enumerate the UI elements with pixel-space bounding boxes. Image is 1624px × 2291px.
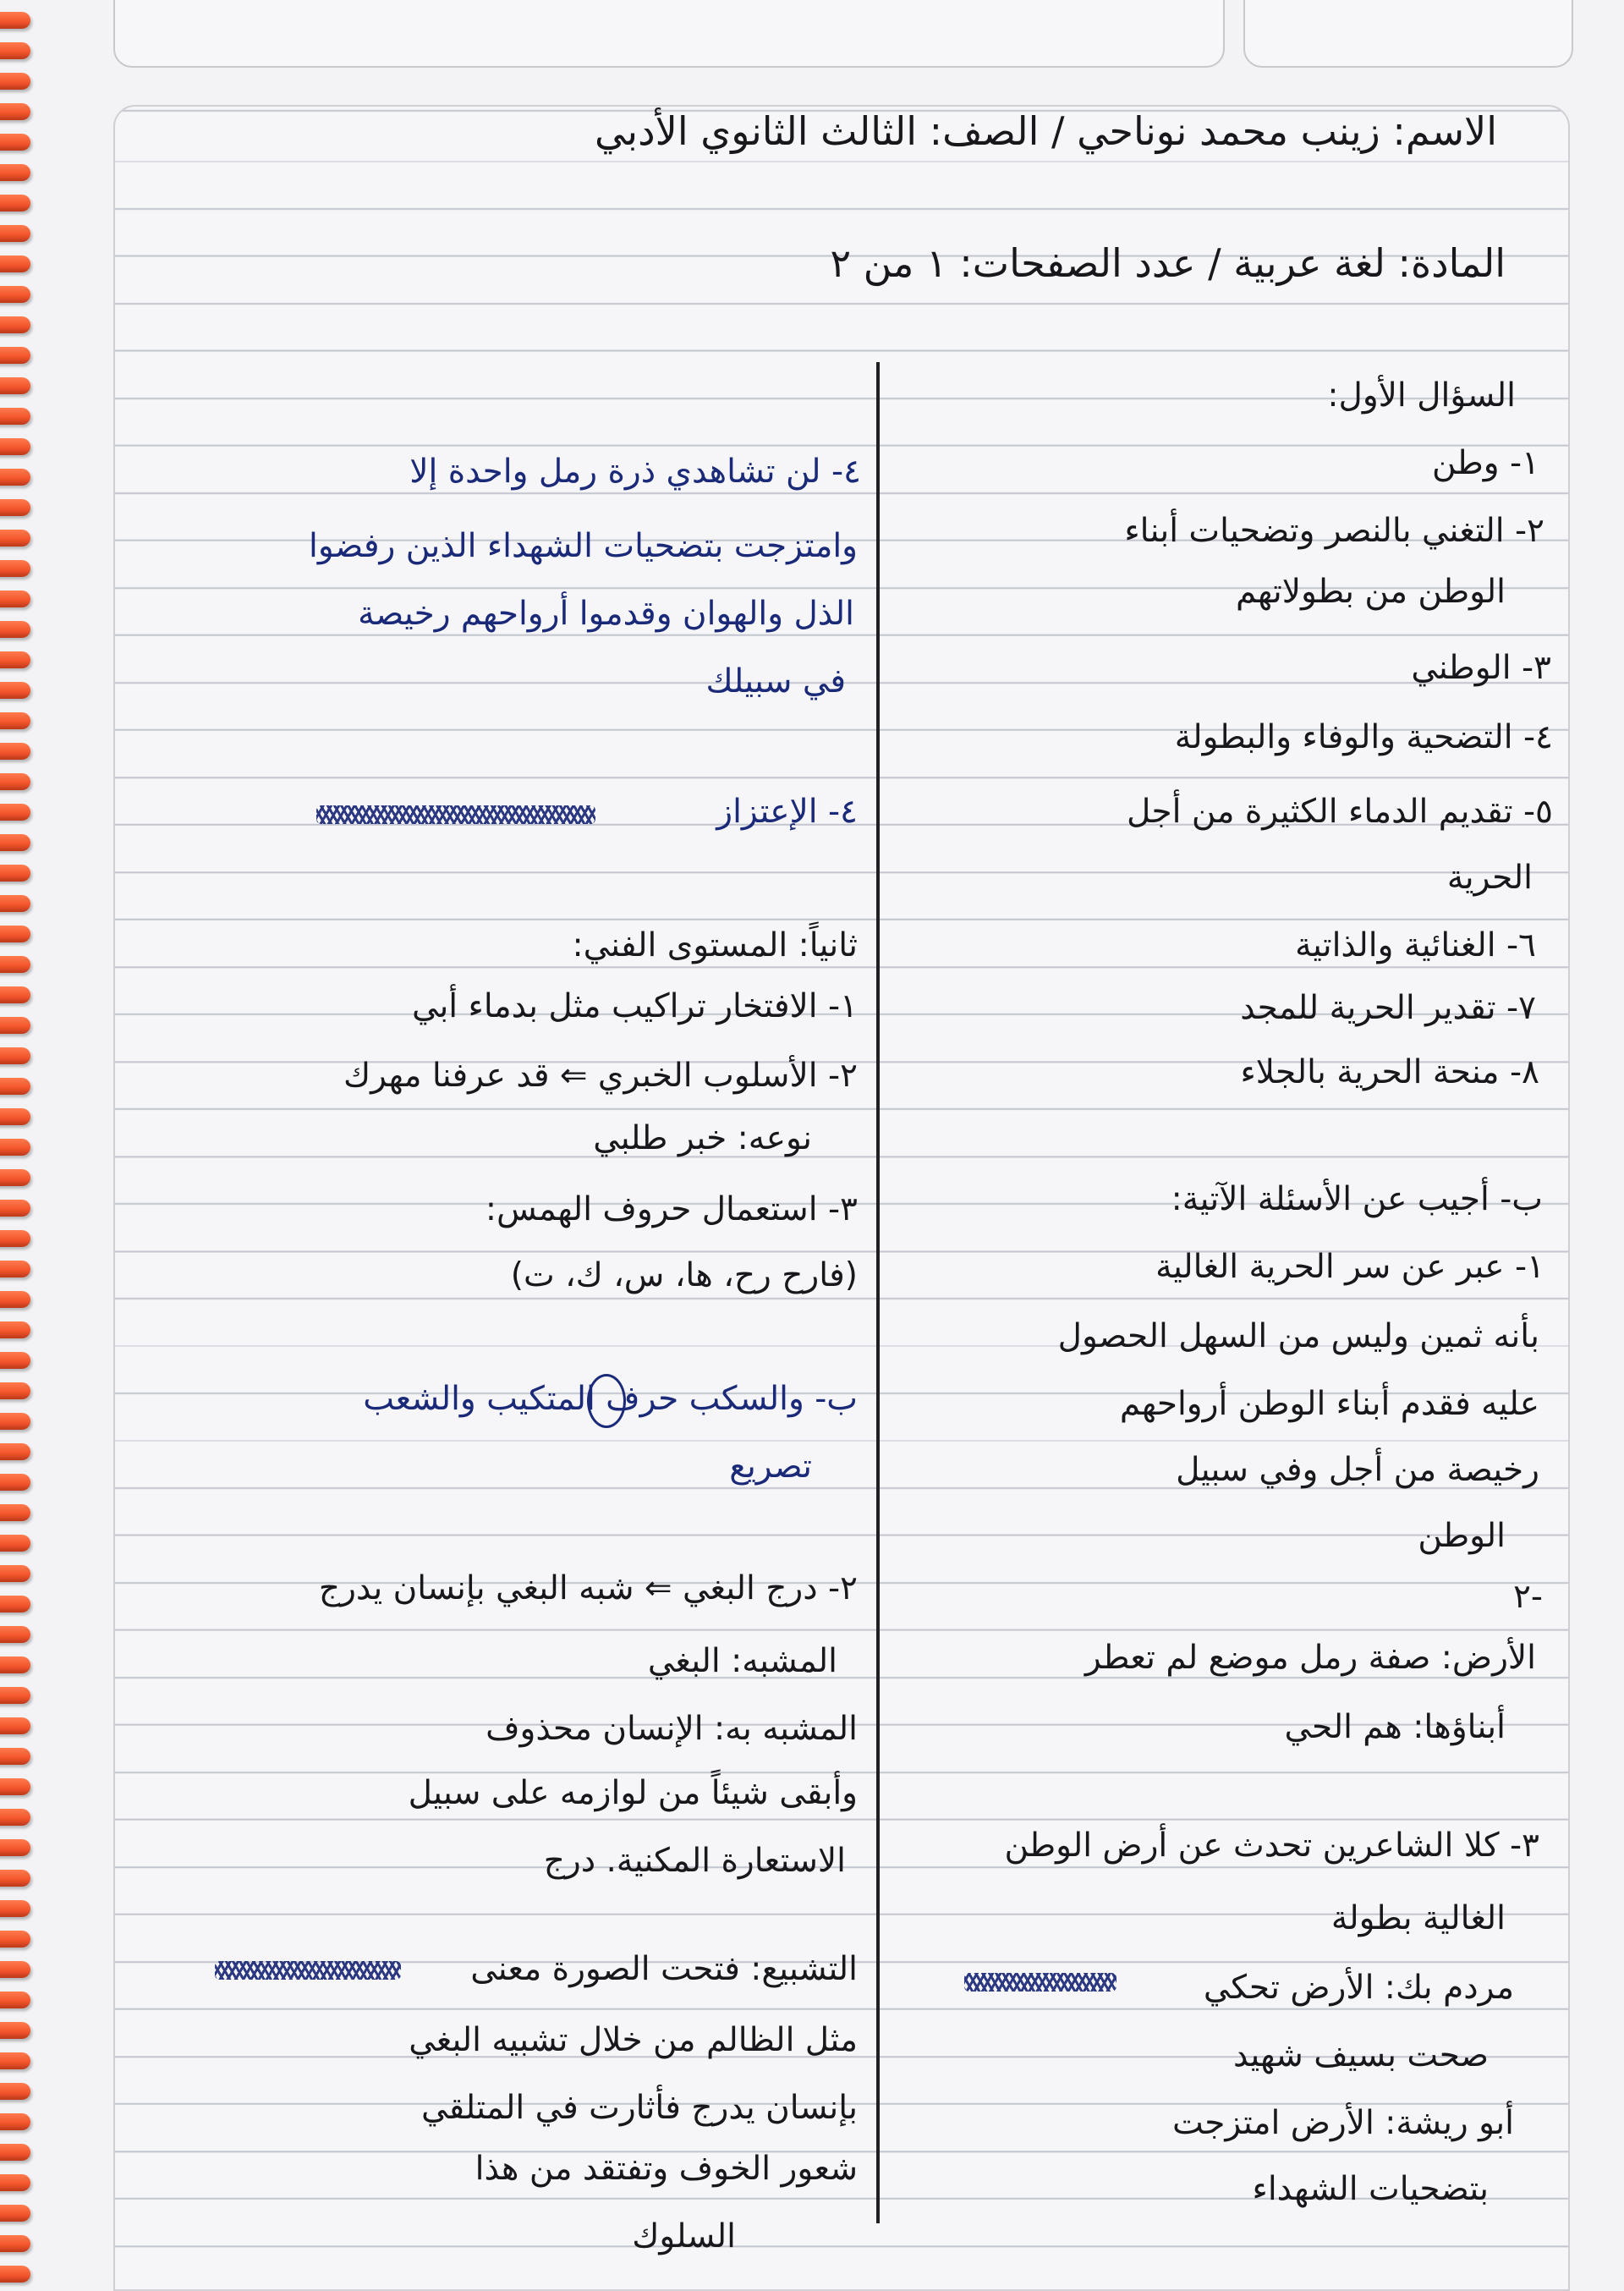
spiral-ring bbox=[0, 865, 30, 882]
answer-line: بأنه ثمين وليس من السهل الحصول bbox=[1057, 1317, 1539, 1355]
spiral-ring bbox=[0, 499, 30, 516]
crossed-out-scribble bbox=[316, 805, 595, 824]
spiral-ring bbox=[0, 1565, 30, 1582]
answer-line: ٢- التغني بالنصر وتضحيات أبناء bbox=[1124, 512, 1544, 550]
spiral-ring bbox=[0, 1230, 30, 1247]
spiral-ring bbox=[0, 42, 30, 59]
answer-line: الحرية bbox=[1446, 859, 1533, 897]
answer-line: الذل والهوان وقدموا أرواحهم رخيصة bbox=[358, 595, 854, 633]
answer-line: ٥- تقديم الدماء الكثيرة من أجل bbox=[1127, 793, 1553, 831]
spiral-ring bbox=[0, 377, 30, 394]
spiral-ring bbox=[0, 1870, 30, 1887]
spiral-ring bbox=[0, 1809, 30, 1826]
answer-line: ٣- كلا الشاعرين تحدث عن أرض الوطن bbox=[1004, 1827, 1539, 1865]
answer-line: ٣- استعمال حروف الهمس: bbox=[485, 1190, 858, 1228]
spiral-ring bbox=[0, 347, 30, 364]
spiral-ring bbox=[0, 1931, 30, 1948]
answer-line: ٣- الوطني bbox=[1411, 649, 1551, 687]
answer-line: مردم بك: الأرض تحكي bbox=[1203, 1969, 1514, 2007]
spiral-binding bbox=[0, 0, 44, 2291]
answer-line: المشبه: البغي bbox=[647, 1642, 837, 1680]
spiral-ring bbox=[0, 2174, 30, 2191]
spiral-ring bbox=[0, 1992, 30, 2008]
answer-line: ٢- bbox=[1512, 1578, 1543, 1616]
answer-line: ١- الافتخار تراكيب مثل بدماء أبي bbox=[411, 987, 858, 1025]
answer-line: التشبيع: فتحت الصورة معنى bbox=[470, 1950, 858, 1988]
spiral-ring bbox=[0, 1108, 30, 1125]
spiral-ring bbox=[0, 408, 30, 425]
section-two-heading: ثانياً: المستوى الفني: bbox=[572, 926, 858, 964]
spiral-ring bbox=[0, 530, 30, 547]
spiral-ring bbox=[0, 1078, 30, 1095]
answer-line: الوطن bbox=[1418, 1517, 1506, 1555]
spiral-ring bbox=[0, 1382, 30, 1399]
spiral-ring bbox=[0, 1200, 30, 1217]
spiral-ring bbox=[0, 1748, 30, 1765]
answer-line: بإنسان يدرج فأثارت في المتلقي bbox=[421, 2089, 858, 2127]
answer-line: ٦- الغنائية والذاتية bbox=[1295, 926, 1536, 964]
circled-letter bbox=[587, 1374, 626, 1428]
top-label-box-right bbox=[1243, 0, 1573, 68]
answer-line: ٢- الأسلوب الخبري ⇐ قد عرفنا مهرك bbox=[343, 1057, 858, 1095]
spiral-ring bbox=[0, 2022, 30, 2039]
section-b-heading: ب- أجيب عن الأسئلة الآتية: bbox=[1171, 1180, 1543, 1218]
spiral-ring bbox=[0, 1626, 30, 1643]
answer-line: السلوك bbox=[632, 2217, 736, 2255]
answer-line: الوطن من بطولاتهم bbox=[1236, 573, 1506, 611]
column-divider bbox=[876, 362, 880, 2223]
answer-line: ٧- تقدير الحرية للمجد bbox=[1240, 989, 1536, 1027]
spiral-ring bbox=[0, 2144, 30, 2161]
answer-line: الأرض: صفة رمل موضع لم تعطر bbox=[1084, 1639, 1536, 1677]
spiral-ring bbox=[0, 651, 30, 668]
spiral-ring bbox=[0, 1717, 30, 1734]
spiral-ring bbox=[0, 469, 30, 486]
spiral-ring bbox=[0, 2205, 30, 2222]
answer-line: شعور الخوف وتفتقد من هذا bbox=[475, 2150, 858, 2188]
answer-line: وامتزجت بتضحيات الشهداء الذين رفضوا bbox=[309, 527, 858, 565]
spiral-ring bbox=[0, 1474, 30, 1491]
answer-line: ٤- التضحية والوفاء والبطولة bbox=[1174, 718, 1553, 756]
spiral-ring bbox=[0, 1535, 30, 1552]
spiral-ring bbox=[0, 1443, 30, 1460]
spiral-ring bbox=[0, 1017, 30, 1034]
crossed-out-scribble bbox=[964, 1973, 1116, 1992]
spiral-ring bbox=[0, 1687, 30, 1704]
spiral-ring bbox=[0, 804, 30, 821]
answer-line: وأبقى شيئاً من لوازمه على سبيل bbox=[408, 1774, 858, 1812]
spiral-ring bbox=[0, 895, 30, 912]
answer-line: ٨- منحة الحرية بالجلاء bbox=[1240, 1053, 1539, 1091]
spiral-ring bbox=[0, 560, 30, 577]
spiral-ring bbox=[0, 438, 30, 455]
answer-line: عليه فقدم أبناء الوطن أرواحهم bbox=[1119, 1385, 1539, 1423]
spiral-ring bbox=[0, 225, 30, 242]
answer-line: أبو ريشة: الأرض امتزجت bbox=[1171, 2104, 1514, 2142]
spiral-ring bbox=[0, 1900, 30, 1917]
answer-line: ب- والسكب حرف المتكيب والشعب bbox=[363, 1380, 858, 1418]
spiral-ring bbox=[0, 621, 30, 638]
spiral-ring bbox=[0, 73, 30, 90]
spiral-ring bbox=[0, 195, 30, 212]
spiral-ring bbox=[0, 12, 30, 29]
spiral-ring bbox=[0, 682, 30, 699]
spiral-ring bbox=[0, 286, 30, 303]
spiral-ring bbox=[0, 1261, 30, 1277]
answer-line: ٤- لن تشاهدي ذرة رمل واحدة إلا bbox=[409, 453, 861, 491]
answer-line: ٤- الإعتزاز bbox=[716, 793, 858, 831]
crossed-out-scribble bbox=[215, 1961, 401, 1980]
spiral-ring bbox=[0, 1047, 30, 1064]
spiral-ring bbox=[0, 1352, 30, 1369]
spiral-ring bbox=[0, 956, 30, 973]
spiral-ring bbox=[0, 1139, 30, 1156]
spiral-ring bbox=[0, 773, 30, 790]
spiral-ring bbox=[0, 1961, 30, 1978]
spiral-ring bbox=[0, 1778, 30, 1795]
answer-line: المشبه به: الإنسان محذوف bbox=[486, 1710, 858, 1748]
spiral-ring bbox=[0, 2083, 30, 2100]
answer-line: (فارح رح، ها، س، ك، ت) bbox=[510, 1256, 858, 1294]
spiral-ring bbox=[0, 1291, 30, 1308]
name-line: الاسم: زينب محمد نوناحي / الصف: الثالث الثانوي الأدبي bbox=[594, 108, 1497, 154]
question-one-heading: السؤال الأول: bbox=[1327, 376, 1516, 415]
spiral-ring bbox=[0, 591, 30, 607]
answer-line: مثل الظالم من خلال تشبيه البغي bbox=[409, 2021, 858, 2059]
answer-line: الاستعارة المكنية. درج bbox=[543, 1842, 846, 1880]
spiral-ring bbox=[0, 743, 30, 760]
top-label-box-left bbox=[113, 0, 1225, 68]
spiral-ring bbox=[0, 2113, 30, 2130]
spiral-ring bbox=[0, 1596, 30, 1612]
answer-line: الغالية بطولة bbox=[1330, 1899, 1506, 1937]
spiral-ring bbox=[0, 255, 30, 272]
spiral-ring bbox=[0, 834, 30, 851]
spiral-ring bbox=[0, 1169, 30, 1186]
spiral-ring bbox=[0, 986, 30, 1003]
answer-line: تصريع bbox=[729, 1448, 812, 1486]
spiral-ring bbox=[0, 2266, 30, 2283]
answer-line: صحت بسيف شهيد bbox=[1232, 2036, 1489, 2074]
spiral-ring bbox=[0, 316, 30, 333]
spiral-ring bbox=[0, 1656, 30, 1673]
answer-line: أبناؤها: هم الحي bbox=[1284, 1708, 1506, 1746]
spiral-ring bbox=[0, 2235, 30, 2252]
spiral-ring bbox=[0, 103, 30, 120]
spiral-ring bbox=[0, 712, 30, 729]
answer-line: بتضحيات الشهداء bbox=[1252, 2170, 1489, 2208]
answer-line: ١- عبر عن سر الحرية الغالية bbox=[1155, 1248, 1544, 1286]
spiral-ring bbox=[0, 1839, 30, 1856]
subject-line: المادة: لغة عربية / عدد الصفحات: ١ من ٢ bbox=[830, 240, 1506, 286]
spiral-ring bbox=[0, 134, 30, 151]
answer-line: ١- وطن bbox=[1432, 444, 1539, 482]
answer-line: ٢- درج البغي ⇐ شبه البغي بإنسان يدرج bbox=[318, 1569, 858, 1607]
spiral-ring bbox=[0, 164, 30, 181]
spiral-ring bbox=[0, 1413, 30, 1430]
answer-line: في سبيلك bbox=[705, 662, 846, 700]
spiral-ring bbox=[0, 1504, 30, 1521]
answer-line: رخيصة من أجل وفي سبيل bbox=[1176, 1451, 1539, 1489]
spiral-ring bbox=[0, 926, 30, 942]
spiral-ring bbox=[0, 1321, 30, 1338]
answer-line: نوعه: خبر طلبي bbox=[593, 1119, 812, 1157]
spiral-ring bbox=[0, 2052, 30, 2069]
